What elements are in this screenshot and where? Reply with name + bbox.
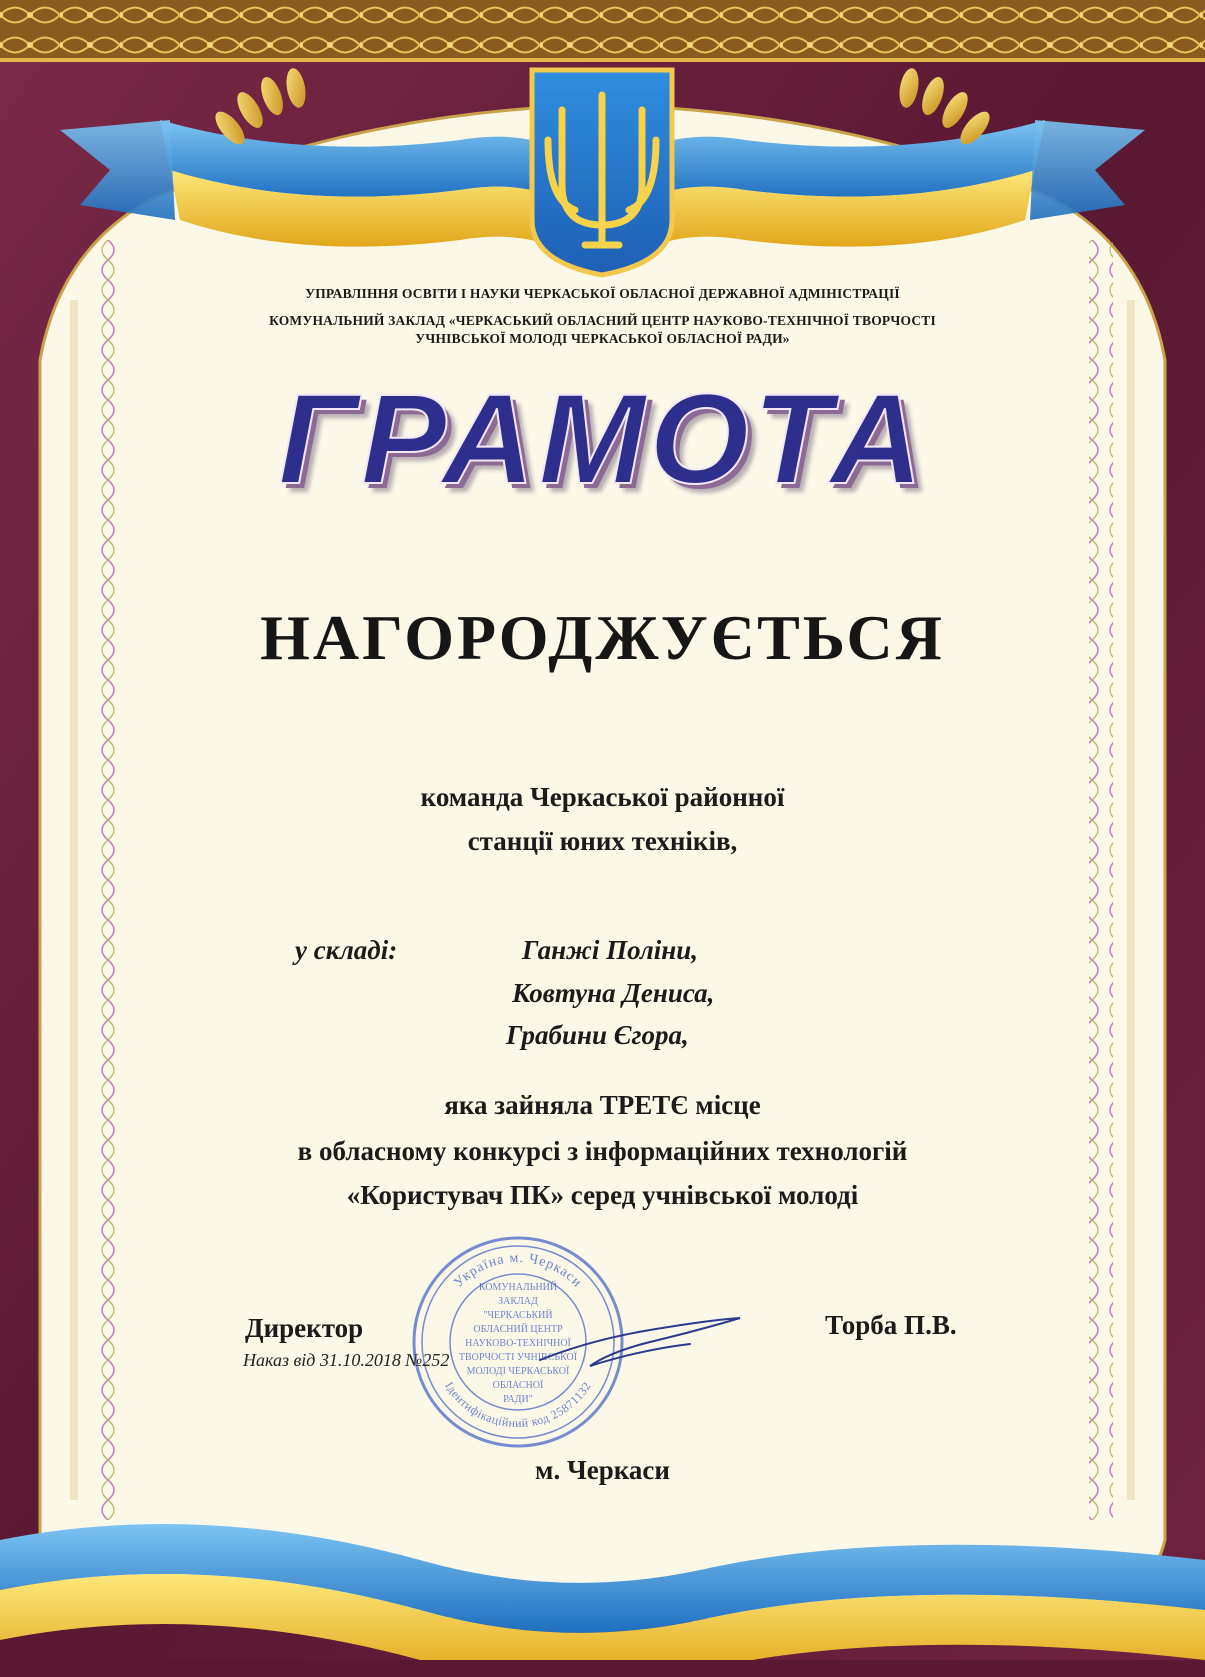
stamp-inner-line: ОБЛАСНОЇ: [492, 1380, 544, 1391]
stamp-inner-line: РАДИ": [503, 1394, 533, 1405]
header-line-3: УЧНІВСЬКОЇ МОЛОДІ ЧЕРКАСЬКОЇ ОБЛАСНОЇ РАДИ»: [415, 331, 790, 346]
stamp-inner-line: ТВОРЧОСТІ УЧНІВСЬКОЇ: [458, 1352, 578, 1363]
recipient-line-2: станції юних техніків,: [467, 826, 738, 856]
stamp-outer-bottom-text: Ідентифікаційний код 25871132: [442, 1379, 594, 1431]
member-name: Грабини Єгора,: [506, 1020, 689, 1050]
stamp-inner-line: ЗАКЛАД: [498, 1296, 538, 1307]
recipient-line-1: команда Черкаської районної: [420, 782, 785, 812]
city-line: м. Черкаси: [535, 1455, 670, 1485]
signatory-name: Торба П.В.: [825, 1310, 957, 1340]
members-label: у складі:: [295, 935, 398, 965]
achievement-line-2: в обласному конкурсі з інформаційних технологій: [297, 1136, 908, 1166]
awarded-heading: НАГОРОДЖУЄТЬСЯ: [260, 602, 945, 673]
header-line-1: УПРАВЛІННЯ ОСВІТИ І НАУКИ ЧЕРКАСЬКОЇ ОБЛАСНОЇ ДЕРЖАВНОЇ АДМІНІСТРАЦІЇ: [305, 286, 900, 301]
stamp-outer-top-text: Україна м. Черкаси: [451, 1250, 585, 1291]
stamp-inner-line: ОБЛАСНИЙ ЦЕНТР: [473, 1324, 563, 1335]
order-reference: Наказ від 31.10.2018 №252: [243, 1350, 450, 1370]
stamp-inner-line: МОЛОДІ ЧЕРКАСЬКОЇ: [466, 1366, 570, 1377]
stamp-inner-line: "ЧЕРКАСЬКИЙ: [483, 1310, 553, 1321]
achievement-line-1: яка зайняла ТРЕТЄ місце: [444, 1090, 761, 1120]
director-title: Директор: [245, 1313, 364, 1343]
certificate-title: ГРАМОТА: [278, 368, 927, 511]
member-name: Ганжі Поліни,: [522, 935, 699, 965]
header-line-2: КОМУНАЛЬНИЙ ЗАКЛАД «ЧЕРКАСЬКИЙ ОБЛАСНИЙ ЦЕНТР НАУКОВО-ТЕХНІЧНОЇ ТВОРЧОСТІ: [269, 313, 936, 328]
coat-of-arms-trident-icon: [532, 70, 672, 275]
stamp-inner-line: КОМУНАЛЬНИЙ: [478, 1282, 558, 1293]
achievement-line-3: «Користувач ПК» серед учнівської молоді: [346, 1180, 859, 1210]
stamp-inner-line: НАУКОВО-ТЕХНІЧНОЇ: [465, 1338, 571, 1349]
member-name: Ковтуна Дениса,: [512, 978, 715, 1008]
director-signature: [530, 1300, 750, 1380]
